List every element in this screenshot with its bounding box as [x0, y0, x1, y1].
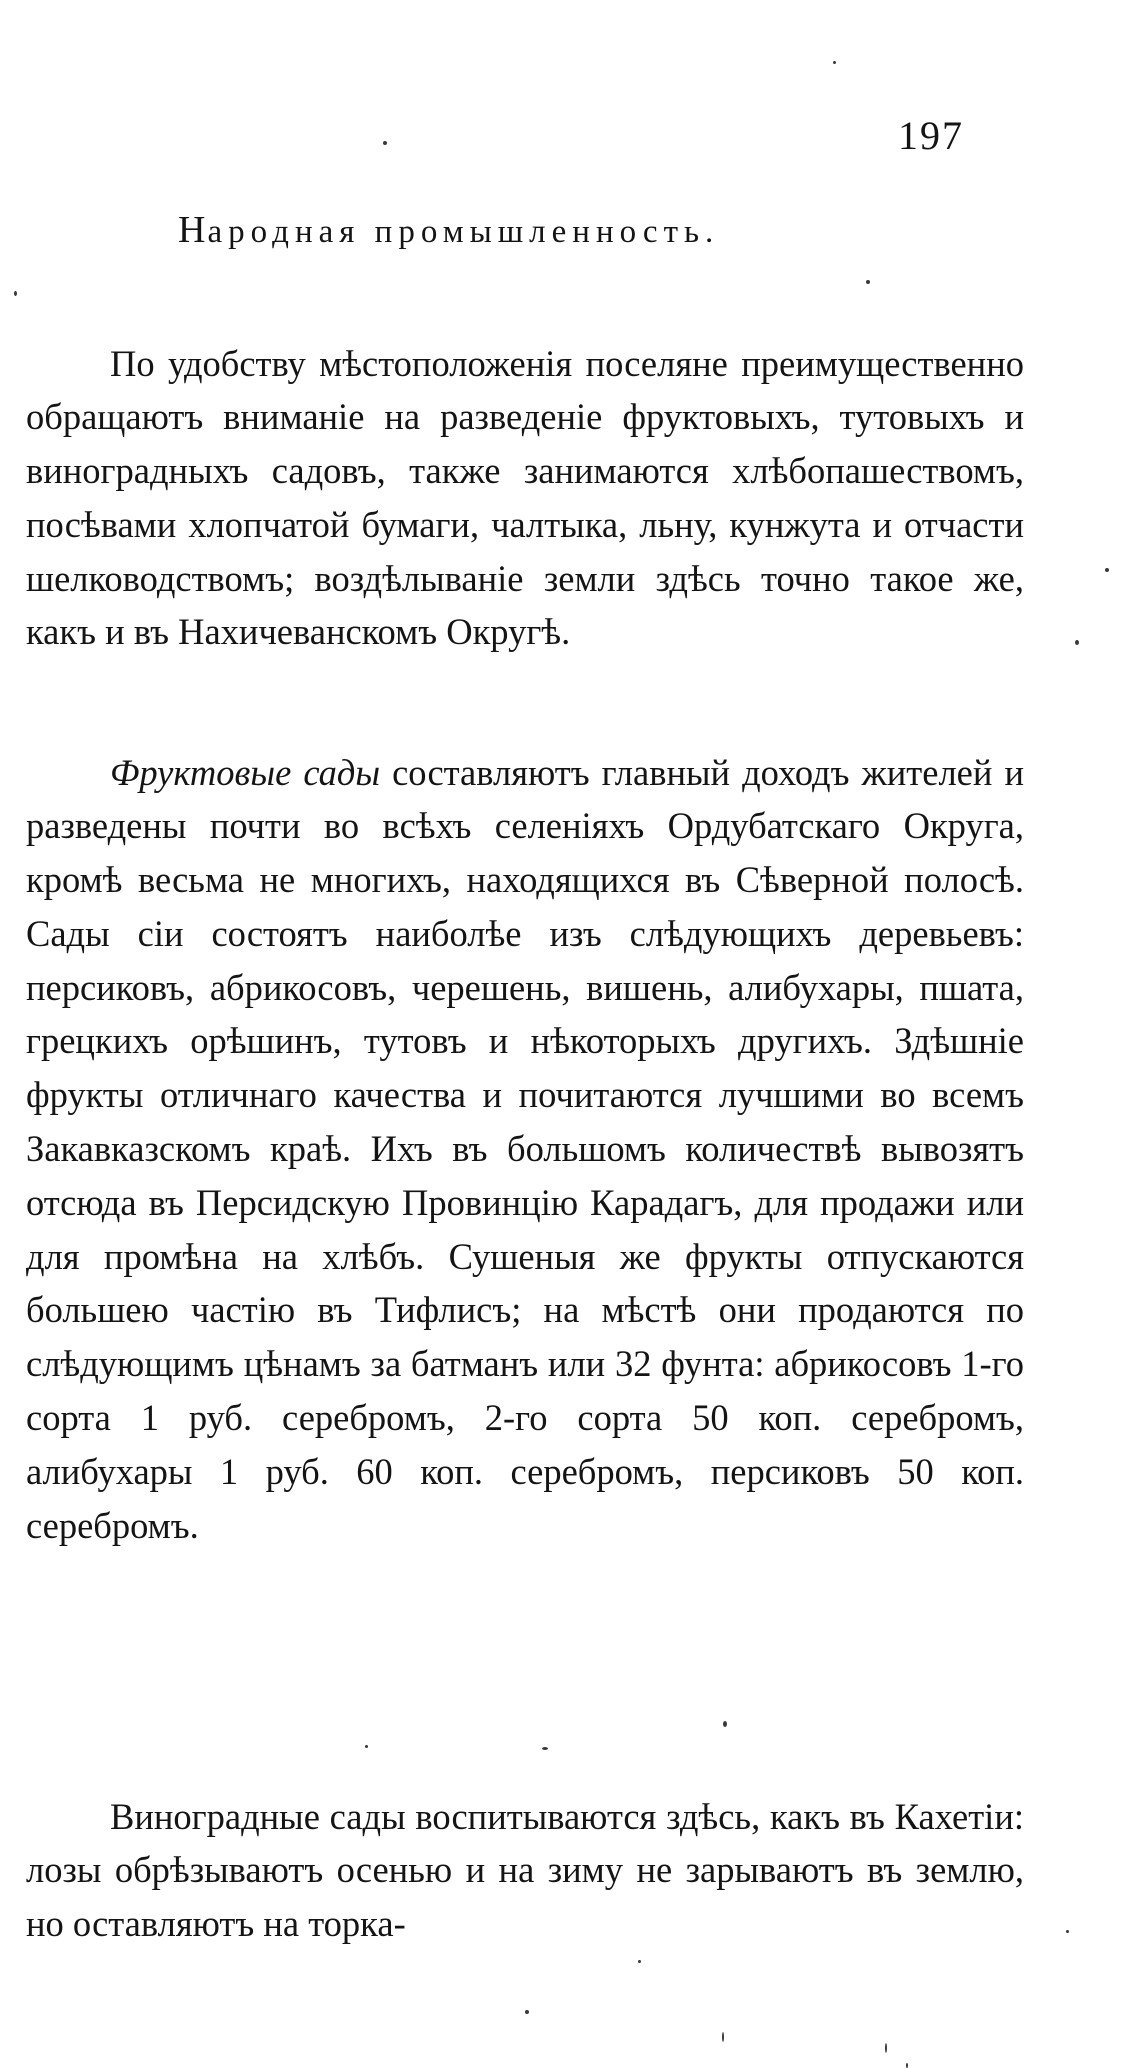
scan-speck: [1066, 1930, 1069, 1933]
section-title: [178, 208, 868, 252]
scan-speck: [723, 1721, 727, 1727]
paragraph-text: Виноградные сады воспитываются здѣсь, какъ въ Кахетіи: лозы обрѣзываютъ осенью и на зиму не зарываютъ въ землю, но оставляютъ на торка-: [26, 1795, 1024, 1945]
scan-speck: [638, 1960, 641, 1963]
scan-speck: [542, 1747, 548, 1750]
scan-speck: [525, 2010, 529, 2014]
section-title-text: ародная промышленность.: [207, 214, 720, 250]
scan-speck: [722, 2032, 724, 2042]
scan-speck: [1075, 640, 1079, 645]
paragraph-text: По удобству мѣстоположенія поселяне преимущественно обращаютъ вниманіе на разведеніе фруктовыхъ, тутовыхъ и виноградныхъ садовъ, также занимаются хлѣбопашествомъ, посѣвами хлопчатой бумаги, чалтыка, льну, кунжута и отчасти шелководствомъ; воздѣлываніе земли здѣсь точно такое же, какъ и въ Нахичеванскомъ Округѣ.: [26, 342, 1024, 653]
scan-speck: [906, 2063, 908, 2068]
paragraph-vineyards: [26, 1790, 1024, 1951]
page-number: 197: [898, 113, 964, 158]
scan-speck: [383, 141, 387, 145]
paragraph-lead-italic: Фруктовые сады: [110, 751, 381, 793]
paragraph-fruit-gardens: [26, 746, 1024, 1553]
scan-speck: [14, 291, 17, 296]
paragraph-industry-intro: [26, 337, 1024, 660]
scan-speck: [885, 2043, 887, 2053]
paragraph-text: составляютъ главный доходъ жителей и разведены почти во всѣхъ селеніяхъ Ордубатскаго Округа, кромѣ весьма не многихъ, находящихся въ Сѣверной полосѣ. Сады сіи состоятъ наиболѣе изъ слѣдующихъ деревьевъ: персиковъ, абрикосовъ, черешень, вишень, алибухары, пшата, грецкихъ орѣшинъ, тутовъ и нѣкоторыхъ другихъ. Здѣшніе фрукты отличнаго качества и почитаются лучшими во всемъ Закавказскомъ краѣ. Ихъ въ большомъ количествѣ вывозятъ отсюда въ Персидскую Провинцію Карадагъ, для продажи или для промѣна на хлѣбъ. Сушеныя же фрукты отпускаются большею частію въ Тифлисъ; на мѣстѣ они продаются по слѣдующимъ цѣнамъ за батманъ или 32 фунта: абрикосовъ 1-го сорта 1 руб. серебромъ, 2-го сорта 50 коп. серебромъ, алибухары 1 руб. 60 коп. серебромъ, персиковъ 50 коп. серебромъ.: [26, 751, 1024, 1546]
scan-speck: [365, 1745, 368, 1748]
scan-speck: [866, 280, 870, 284]
scan-speck: [1105, 568, 1109, 572]
scan-speck: [833, 61, 836, 64]
section-title-initial: Н: [178, 209, 208, 251]
